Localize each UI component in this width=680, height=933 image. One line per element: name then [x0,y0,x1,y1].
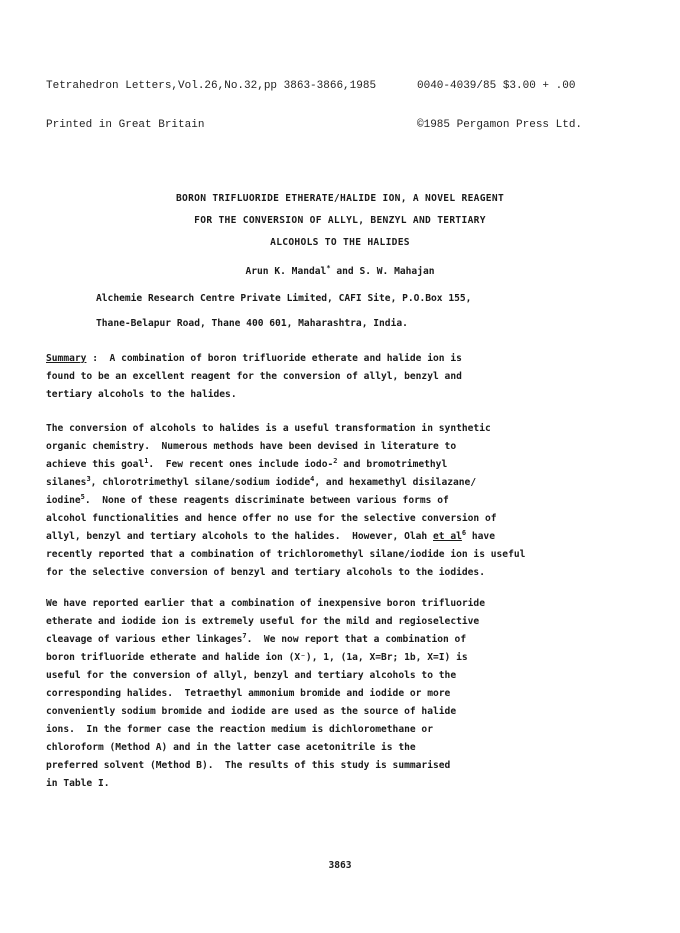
text-line: corresponding halides. Tetraethyl ammonium bromide and iodide or more [46,688,451,699]
reference-number: 1 [144,456,149,465]
summary-text: : A combination of boron trifluoride etherate and halide ion is [86,353,462,364]
text-line: ions. In the former case the reaction medium is dichloromethane or [46,724,433,735]
text-run: . Few recent ones include iodo- [148,459,334,470]
summary-line: found to be an excellent reagent for the conversion of allyl, benzyl and [46,371,462,382]
body-paragraph-2 [46,595,646,793]
body-paragraph-1 [46,420,646,582]
copyright-line: ©1985 Pergamon Press Ltd. [417,119,583,131]
text-run: . None of these reagents discriminate between various forms of [84,495,449,506]
text-run: have [466,531,495,542]
reference-number: 5 [80,492,85,501]
text-line: useful for the conversion of allyl, benzyl and tertiary alcohols to the [46,670,457,681]
text-line: alcohol functionalities and hence offer no use for the selective conversion of [46,513,497,524]
text-line: We have reported earlier that a combination of inexpensive boron trifluoride [46,598,485,609]
text-line: etherate and iodide ion is extremely useful for the mild and regioselective [46,616,480,627]
paper-title-line-2: FOR THE CONVERSION OF ALLYL, BENZYL AND TERTIARY [194,215,486,226]
page-number: 3863 [328,860,352,871]
text-line: The conversion of alcohols to halides is a useful transformation in synthetic [46,423,491,434]
reference-number: 7 [242,631,247,640]
journal-citation [46,54,376,158]
text-run: iodine [46,495,81,506]
paper-title-line-3: ALCOHOLS TO THE HALIDES [270,237,410,248]
text-run: achieve this goal [46,459,145,470]
reference-number: 6 [461,528,467,537]
summary-line: tertiary alcohols to the halides. [46,389,237,400]
reference-number: 2 [333,456,338,465]
issn-price-line: 0040-4039/85 $3.00 + .00 [417,80,576,92]
text-line: preferred solvent (Method B). The results of this study is summarised [46,760,451,771]
text-line [46,492,646,510]
author-rest: and S. W. Mahajan [330,266,435,277]
text-line: conveniently sodium bromide and iodide are used as the source of halide [46,706,457,717]
text-run: and bromotrimethyl [337,459,448,470]
text-line: chloroform (Method A) and in the latter case acetonitrile is the [46,742,416,753]
text-line: in Table I. [46,778,110,789]
author-first: Arun K. Mandal [245,266,327,277]
affiliation-line-1: Alchemie Research Centre Private Limited, CAFI Site, P.O.Box 155, [96,293,472,304]
citation-line: Tetrahedron Letters,Vol.26,No.32,pp 3863-3866,1985 [46,80,377,92]
corresponding-author-mark: * [326,263,331,272]
text-line: for the selective conversion of benzyl and tertiary alcohols to the iodides. [46,567,485,578]
text-line: organic chemistry. Numerous methods have been devised in literature to [46,441,457,452]
reference-number: 4 [310,474,315,483]
text-run: silanes [46,477,87,488]
summary-line [46,350,646,368]
journal-price-copyright [417,54,582,158]
reference-number: 3 [86,474,91,483]
text-line: boron trifluoride etherate and halide ion (X⁻), 1, (1a, X=Br; 1b, X=I) is [46,652,468,663]
text-line [46,474,646,492]
text-run: , and hexamethyl disilazane/ [314,477,477,488]
text-line [46,631,646,649]
affiliation-line-2: Thane-Belapur Road, Thane 400 601, Maharashtra, India. [96,318,408,329]
author-line [0,263,680,277]
text-line [46,528,646,546]
printed-in-line: Printed in Great Britain [46,119,205,131]
et-al-italic: et al [433,531,462,542]
text-run: allyl, benzyl and tertiary alcohols to the halides. However, Olah [46,531,433,542]
paper-title-line-1: BORON TRIFLUORIDE ETHERATE/HALIDE ION, A NOVEL REAGENT [175,193,505,204]
summary-label: Summary [46,353,87,364]
text-run: . We now report that a combination of [246,634,467,645]
summary-paragraph [46,350,646,404]
text-run: , chlorotrimethyl silane/sodium iodide [90,477,311,488]
text-line [46,456,646,474]
text-line: recently reported that a combination of trichloromethyl silane/iodide ion is useful [46,549,526,560]
text-run: cleavage of various ether linkages [46,634,243,645]
